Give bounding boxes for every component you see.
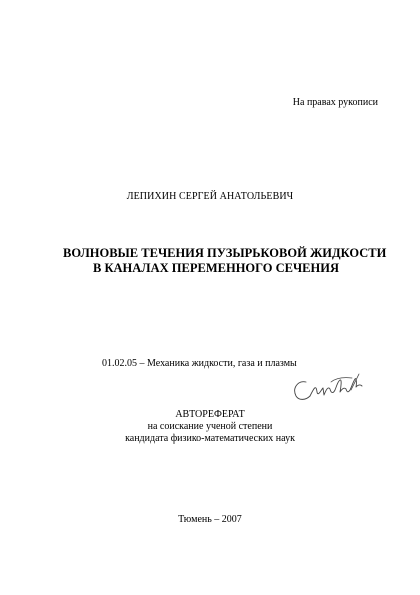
title-line-2: В КАНАЛАХ ПЕРЕМЕННОГО СЕЧЕНИЯ	[93, 261, 339, 275]
title-line-1: ВОЛНОВЫЕ ТЕЧЕНИЯ ПУЗЫРЬКОВОЙ ЖИДКОСТИ	[63, 246, 387, 260]
abstract-heading: АВТОРЕФЕРАТ	[175, 409, 245, 420]
city-year: Тюмень – 2007	[178, 514, 242, 525]
specialty-code: 01.02.05 – Механика жидкости, газа и плазмы	[102, 358, 297, 369]
abstract-degree-line: на соискание ученой степени	[147, 421, 273, 432]
author-name: ЛЕПИХИН СЕРГЕЙ АНАТОЛЬЕВИЧ	[126, 191, 294, 202]
rights-note: На правах рукописи	[292, 97, 378, 108]
handwritten-signature	[290, 368, 368, 408]
abstract-degree-field: кандидата физико-математических наук	[125, 433, 295, 444]
